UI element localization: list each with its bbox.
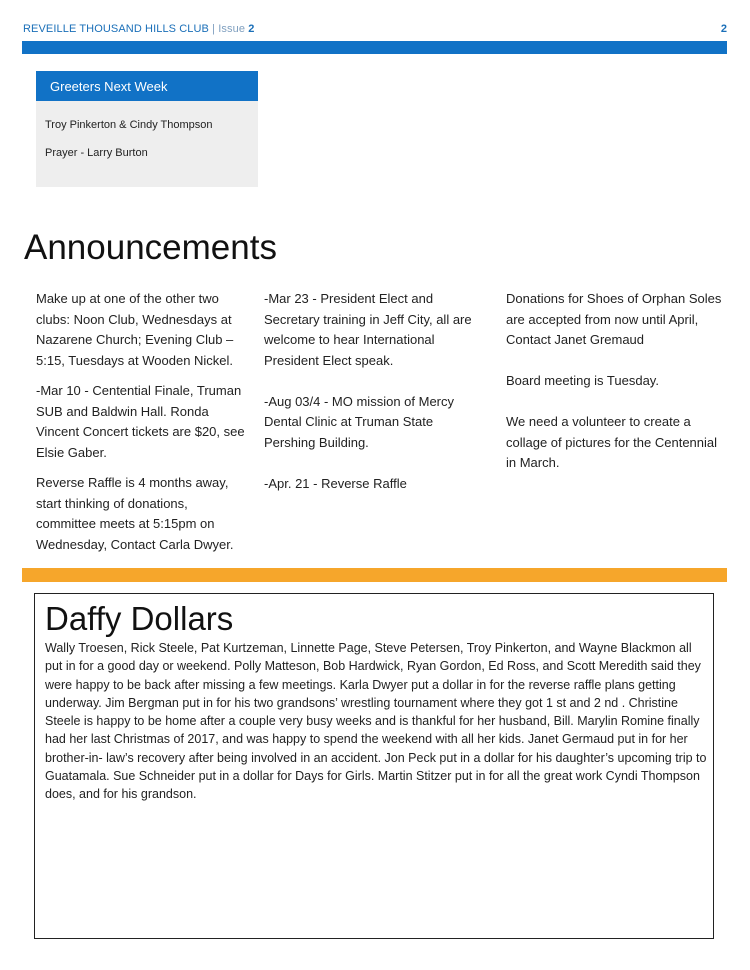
announcement-item: -Apr. 21 - Reverse Raffle <box>264 475 407 491</box>
daffy-dollars-text: Wally Troesen, Rick Steele, Pat Kurtzeman, Linnette Page, Steve Petersen, Troy Pinkerton, and Wayne Blackmon all put in for a good day or weekend. Polly Matteson, Bob Hardwick, Ryan Gordon, Ed Ross, and Scott Meredith said they were happy to be back after missing a few meetings. Karla Dwyer put a dollar in for the reverse raffle plans getting underway. Jim Bergman put in for his two grandsons’ wrestling tournament where they got 1 st and 2 nd . Christine Steele is happy to be home after a couple very busy weeks and is thankful for her husband, Bill. Marylin Romine finally had her last Christmas of 2017, and was happy to spend the weekend with all her kids. Janet Germaud put in for her brother-in- law’s recovery after being involved in an accident. Jon Peck put in a dollar for his daughter’s upcoming trip to Guatamala. Sue Schneider put in a dollar for Days for Girls. Martin Stitzer put in for all the great work Cyndi Thompson does, and for his grandson. <box>45 641 707 802</box>
announcement-item: -Aug 03/4 - MO mission of Mercy Dental Clinic at Truman State Pershing Building. <box>264 393 454 450</box>
daffy-dollars-heading: Daffy Dollars <box>45 600 234 637</box>
announcements-column-2 <box>264 289 484 515</box>
announcement-item: We need a volunteer to create a collage of pictures for the Centennial in March. <box>506 414 718 470</box>
issue-number: 2 <box>248 23 255 35</box>
announcement-item: Donations for Shoes of Orphan Soles are accepted from now until April, Contact Janet Gremaud <box>506 291 722 347</box>
announcement-item: Make up at one of the other two clubs: Noon Club, Wednesdays at Nazarene Church; Evening Club – 5:15, Tuesdays at Wooden Nickel. <box>36 291 234 368</box>
page-number: 2 <box>720 23 727 35</box>
announcements-column-3 <box>506 289 726 494</box>
greeters-names: Troy Pinkerton & Cindy Thompson <box>45 119 213 131</box>
prayer-line: Prayer - Larry Burton <box>45 147 148 159</box>
announcement-item: -Mar 23 - President Elect and Secretary training in Jeff City, all are welcome to hear International President Elect speak. <box>264 291 472 368</box>
greeters-title: Greeters Next Week <box>36 71 258 101</box>
newsletter-header <box>23 23 254 35</box>
header-rule <box>22 41 727 54</box>
announcement-item: Reverse Raffle is 4 months away, start thinking of donations, committee meets at 5:15pm on Wednesday, Contact Carla Dwyer. <box>36 475 234 552</box>
daffy-dollars-box <box>34 593 714 939</box>
header-separator: | <box>212 23 216 35</box>
announcement-item: -Mar 10 - Centential Finale, Truman SUB and Baldwin Hall. Ronda Vincent Concert tickets are $20, see Elsie Gaber. <box>36 383 245 460</box>
announcements-column-1 <box>36 289 250 565</box>
club-name: REVEILLE THOUSAND HILLS CLUB <box>23 23 209 35</box>
greeters-panel <box>36 71 258 187</box>
announcements-heading: Announcements <box>24 228 277 267</box>
announcement-item: Board meeting is Tuesday. <box>506 373 659 388</box>
issue-label: Issue <box>218 23 246 35</box>
section-divider <box>22 568 727 582</box>
